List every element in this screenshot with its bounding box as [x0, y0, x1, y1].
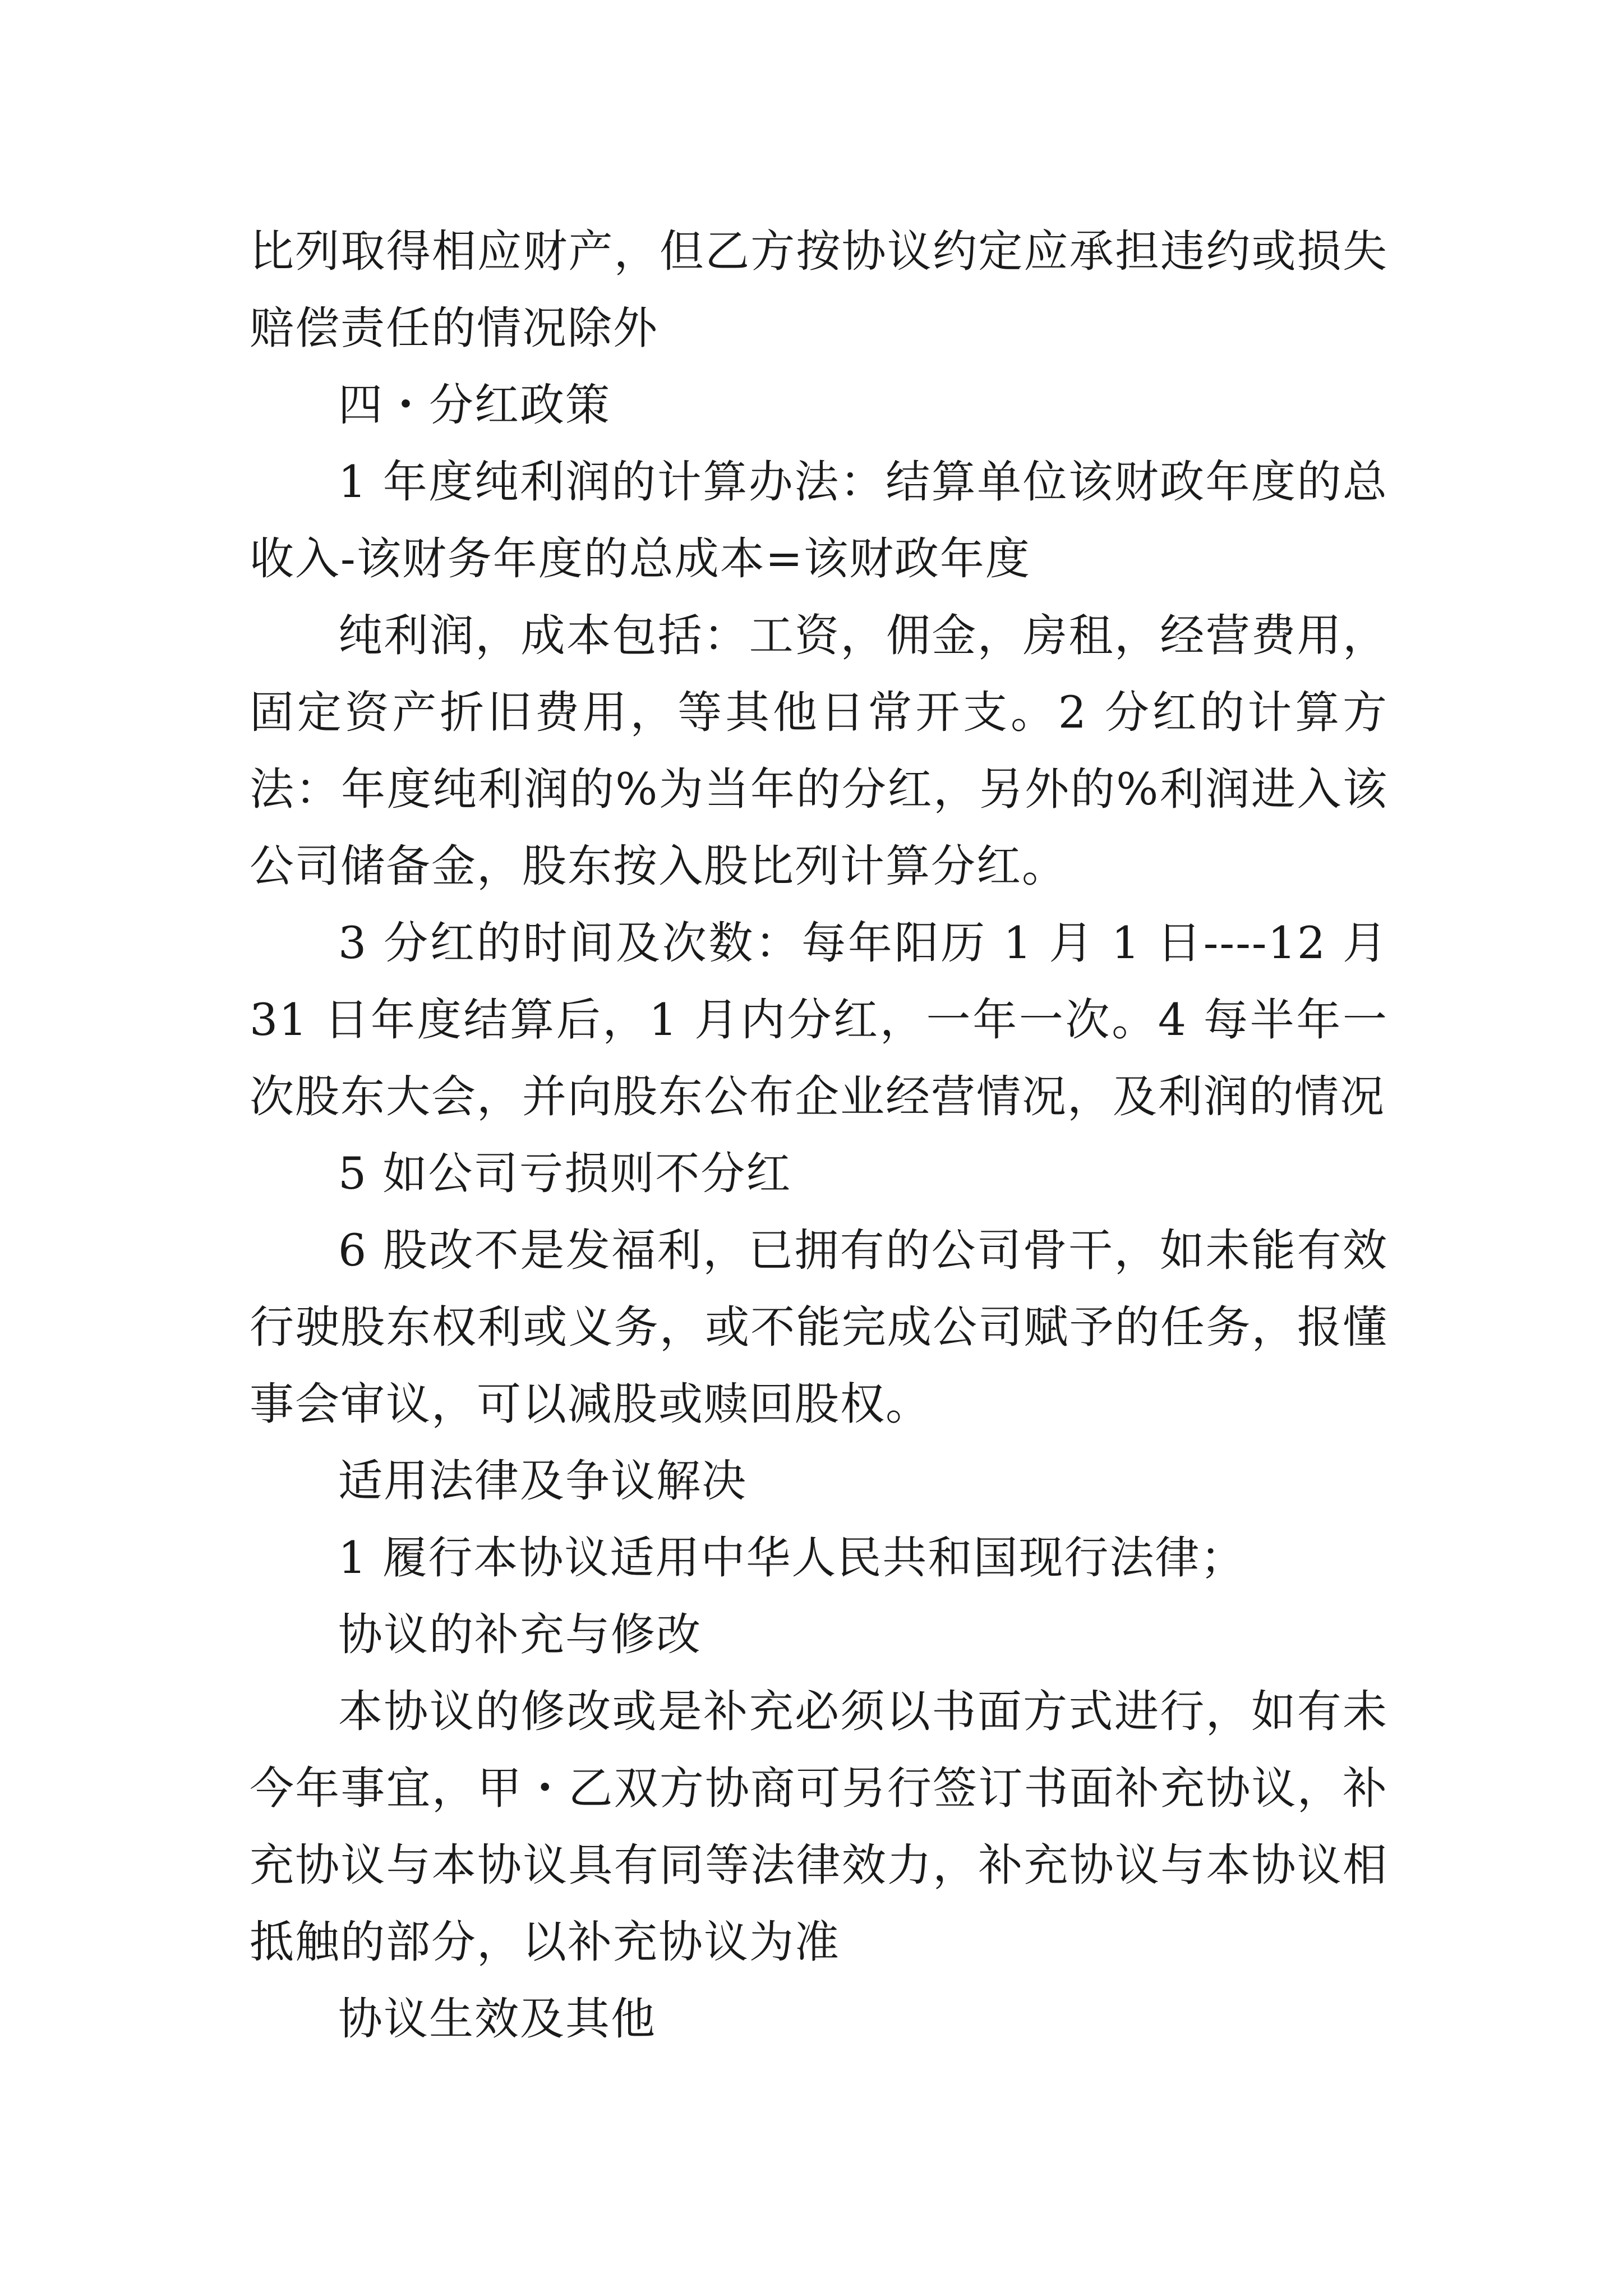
- section-heading-effectiveness: 协议生效及其他: [338, 1993, 656, 2045]
- section-heading-amendments: 协议的补充与修改: [338, 1609, 702, 1660]
- paragraph-cost-and-dividend-calculation: 纯利润，成本包括：工资，佣金，房租，经营费用，固定资产折旧费用，等其他日常开支。2 分红的计算方法：年度纯利润的%为当年的分红，另外的%利润进入该公司储备金，股东按入股比列计算分红。: [250, 610, 1388, 892]
- paragraph-amendments: 本协议的修改或是补充必须以书面方式进行，如有未今年事宜，甲・乙双方协商可另行签订书面补充协议，补充协议与本协议具有同等法律效力，补充协议与本协议相抵触的部分，以补充协议为准: [250, 1686, 1388, 1968]
- paragraph-applicable-law: 1 履行本协议适用中华人民共和国现行法律；: [338, 1532, 1246, 1584]
- paragraph-net-profit-calculation: 1 年度纯利润的计算办法：结算单位该财政年度的总收入-该财务年度的总成本=该财政年度: [250, 456, 1388, 585]
- paragraph-share-reform: 6 股改不是发福利，已拥有的公司骨干，如未能有效行驶股东权利或义务，或不能完成公司赋予的任务，报懂事会审议，可以减股或赎回股权。: [250, 1225, 1388, 1430]
- section-heading-dividend-policy: 四・分红政策: [338, 379, 611, 431]
- paragraph-continuation: 比列取得相应财产，但乙方按协议约定应承担违约或损失赔偿责任的情况除外: [250, 226, 1388, 354]
- section-heading-applicable-law: 适用法律及争议解决: [338, 1455, 747, 1507]
- document-body: [250, 213, 1388, 2058]
- paragraph-dividend-timing: 3 分红的时间及次数：每年阳历 1 月 1 日----12 月 31 日年度结算后，1 月内分红，一年一次。4 每半年一次股东大会，并向股东公布企业经营情况，及利润的情况: [250, 917, 1388, 1122]
- paragraph-no-dividend-on-loss: 5 如公司亏损则不分红: [338, 1148, 792, 1199]
